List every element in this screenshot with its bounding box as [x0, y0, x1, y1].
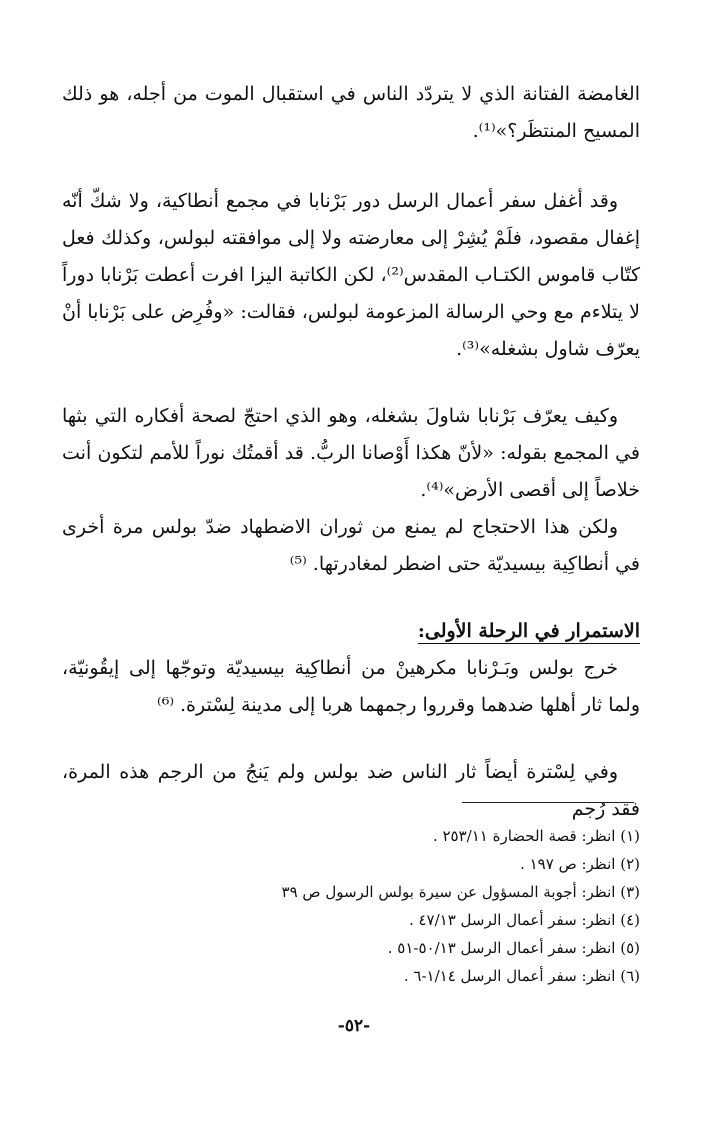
page-number: -٥٢-	[337, 1016, 371, 1036]
footnote-1: (١) انظر: قصة الحضارة ٢٥٣/١١ .	[432, 827, 640, 845]
footnote-4: (٤) انظر: سفر أعمال الرسل ٤٧/١٣ .	[408, 911, 640, 929]
paragraph-4: ولكن هذا الاحتجاج لم يمنع من ثوران الاضطهاد ضدّ بولس مرة أخرى في أنطاكِية بيسيديّة حتى اضطر لمغادرتها. ⁽⁵⁾	[62, 516, 640, 575]
footnote-5: (٥) انظر: سفر أعمال الرسل ٥٠/١٣-٥١ .	[387, 939, 640, 957]
paragraph-3: وكيف يعرّف بَرْنابا شاولَ بشغله، وهو الذي احتجّ لصحة أفكاره التي بثها في المجمع بقوله: «لأنّ هكذا أَوْصانا الربُّ. قد أقمتُك نوراً للأمم لتكون أنت خلاصاً إلى أقصى الأرض»⁽⁴⁾.	[62, 405, 640, 501]
paragraph-6: وفي لِسْترة أيضاً ثار الناس ضد بولس ولم يَنجُ من الرجم هذه المرة، فقد رُجم	[62, 761, 640, 820]
footnote-3: (٣) انظر: أجوبة المسؤول عن سيرة بولس الرسول ص ٣٩	[281, 883, 640, 901]
paragraph-spacer	[62, 583, 640, 613]
paragraph-2: وقد أغفل سفر أعمال الرسل دور بَرْنابا في مجمع أنطاكية، ولا شكّ أنّه إغفال مقصود، فلَمْ يُشِرْ إلى معارضته ولا إلى موافقته لبولس، وكذلك فعل كتّاب قاموس الكتـاب المقدس⁽²⁾، لكن الكاتبة اليزا افرت أعطت بَرْنابا دوراً لا يتلاءم مع وحي الرسالة المزعومة لبولس، فقالت: «وفُرِض على بَرْنابا أنْ يعرّف شاول بشغله»⁽³⁾.	[62, 190, 640, 360]
paragraph-5: خرج بولس وبَـرْنابا مكرهينْ من أنطاكِية بيسيديّة وتوجّها إلى إيقُونيّة، ولما ثار أهلها ضدهما وقرروا رجمهما هربا إلى مدينة لِسْترة. ⁽⁶⁾	[62, 657, 640, 716]
paragraph-spacer	[62, 724, 640, 754]
footnote-2: (٢) انظر: ص ١٩٧ .	[520, 855, 640, 873]
footnote-6: (٦) انظر: سفر أعمال الرسل ١/١٤-٦ .	[403, 967, 640, 985]
paragraph-spacer	[62, 368, 640, 398]
paragraph-1: الغامضة الفتانة الذي لا يتردّد الناس في استقبال الموت من أجله، هو ذلك المسيح المنتظَر؟»⁽¹⁾.	[62, 83, 640, 142]
paragraph-spacer	[62, 150, 640, 183]
footnote-separator	[462, 802, 634, 803]
section-heading: الاستمرار في الرحلة الأولى:	[417, 620, 640, 642]
footnotes	[220, 822, 640, 990]
body-text	[62, 76, 640, 828]
